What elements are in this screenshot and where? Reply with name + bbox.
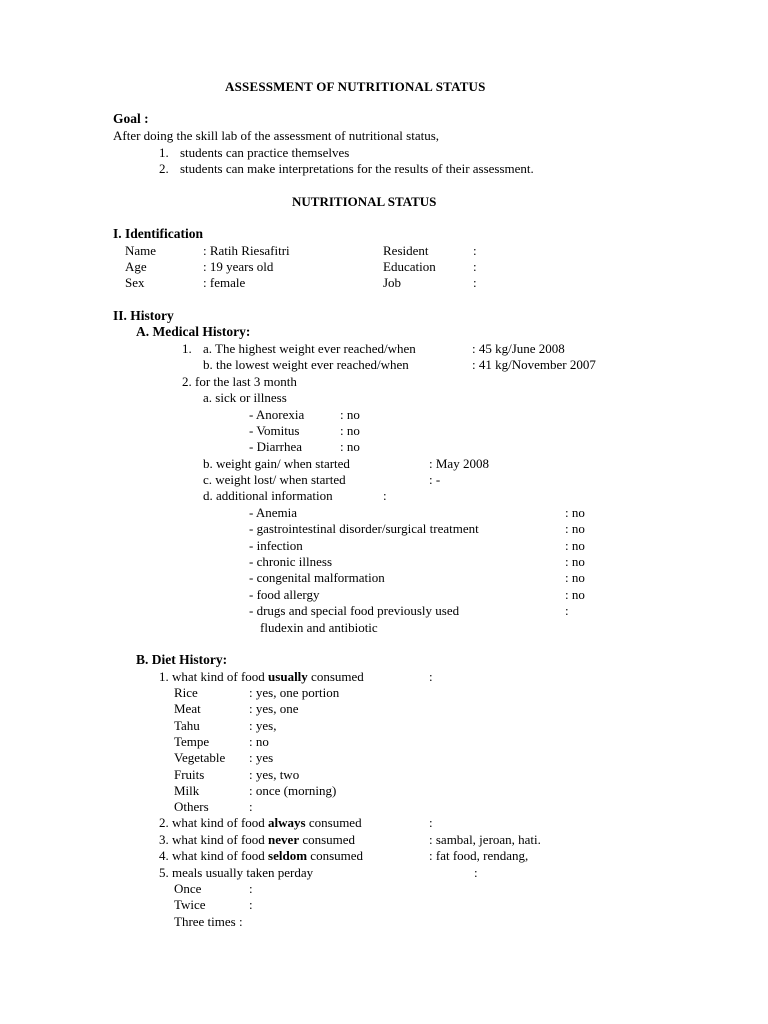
diet-q5-colon: :: [474, 865, 478, 880]
meal-label-three-times: Three times :: [174, 914, 243, 929]
goal-intro: After doing the skill lab of the assessment of nutritional status,: [113, 128, 440, 143]
meal-value-twice: :: [249, 897, 253, 912]
medical-item-1-num: 1.: [182, 341, 192, 356]
diet-q3-value: : sambal, jeroan, hati.: [429, 832, 541, 847]
food-label-fruits: Fruits: [174, 767, 205, 782]
weight-gain-label: b. weight gain/ when started: [203, 456, 350, 471]
add-label-chronic: - chronic illness: [249, 554, 333, 569]
weight-lost-label: c. weight lost/ when started: [203, 472, 346, 487]
id-label-resident: Resident: [383, 243, 429, 258]
highest-weight-value: : 45 kg/June 2008: [472, 341, 565, 356]
history-heading: II. History: [113, 308, 174, 323]
highest-weight-label: a. The highest weight ever reached/when: [203, 341, 416, 356]
diet-history-heading: B. Diet History:: [136, 652, 228, 667]
food-label-tempe: Tempe: [174, 734, 210, 749]
add-value-gi: : no: [565, 521, 585, 536]
id-label-name: Name: [125, 243, 157, 258]
sick-value-anorexia: : no: [340, 407, 360, 422]
diet-q4-value: : fat food, rendang,: [429, 848, 529, 863]
section-title: NUTRITIONAL STATUS: [292, 194, 437, 209]
sick-label-vomitus: - Vomitus: [249, 423, 300, 438]
add-label-drugs: - drugs and special food previously used: [249, 603, 460, 618]
id-label-job: Job: [383, 275, 402, 290]
food-value-tempe: : no: [249, 734, 269, 749]
id-value-name: : Ratih Riesafitri: [203, 243, 290, 258]
document-title: ASSESSMENT OF NUTRITIONAL STATUS: [225, 79, 486, 94]
sick-label-diarrhea: - Diarrhea: [249, 439, 303, 454]
goal-item-1-num: 1.: [159, 145, 169, 160]
sick-label-anorexia: - Anorexia: [249, 407, 305, 422]
sick-value-diarrhea: : no: [340, 439, 360, 454]
add-value-anemia: : no: [565, 505, 585, 520]
add-label-allergy: - food allergy: [249, 587, 320, 602]
diet-q1-colon: :: [429, 669, 433, 684]
id-label-sex: Sex: [125, 275, 145, 290]
id-value-age: : 19 years old: [203, 259, 274, 274]
food-label-milk: Milk: [174, 783, 200, 798]
diet-q2-value: :: [429, 815, 433, 830]
add-label-gi: - gastrointestinal disorder/surgical treatment: [249, 521, 479, 536]
food-label-vegetable: Vegetable: [174, 750, 226, 765]
add-value-allergy: : no: [565, 587, 585, 602]
additional-info-label: d. additional information: [203, 488, 333, 503]
add-value-chronic: : no: [565, 554, 585, 569]
add-value-drugs: :: [565, 603, 569, 618]
food-value-tahu: : yes,: [249, 718, 277, 733]
diet-q3: 3. what kind of food never consumed: [159, 832, 356, 847]
food-label-tahu: Tahu: [174, 718, 200, 733]
sick-value-vomitus: : no: [340, 423, 360, 438]
sick-heading: a. sick or illness: [203, 390, 287, 405]
goal-heading: Goal :: [113, 111, 149, 126]
id-label-age: Age: [125, 259, 147, 274]
diet-q4: 4. what kind of food seldom consumed: [159, 848, 364, 863]
add-value-congenital: : no: [565, 570, 585, 585]
meal-label-twice: Twice: [174, 897, 206, 912]
food-value-fruits: : yes, two: [249, 767, 300, 782]
goal-item-2: students can make interpretations for the results of their assessment.: [180, 161, 534, 176]
weight-lost-value: : -: [429, 472, 441, 487]
drugs-detail: fludexin and antibiotic: [260, 620, 378, 635]
last-3-month: 2. for the last 3 month: [182, 374, 297, 389]
medical-history-heading: A. Medical History:: [136, 324, 251, 339]
id-value-education: :: [473, 259, 477, 274]
diet-q1: 1. what kind of food usually consumed: [159, 669, 364, 684]
food-label-others: Others: [174, 799, 209, 814]
meal-value-once: :: [249, 881, 253, 896]
weight-gain-value: : May 2008: [429, 456, 489, 471]
id-value-job: :: [473, 275, 477, 290]
diet-q5: 5. meals usually taken perday: [159, 865, 314, 880]
goal-item-1: students can practice themselves: [180, 145, 350, 160]
food-value-milk: : once (morning): [249, 783, 337, 798]
food-label-rice: Rice: [174, 685, 198, 700]
goal-item-2-num: 2.: [159, 161, 169, 176]
food-value-vegetable: : yes: [249, 750, 274, 765]
diet-q2: 2. what kind of food always consumed: [159, 815, 362, 830]
food-value-meat: : yes, one: [249, 701, 299, 716]
id-value-resident: :: [473, 243, 477, 258]
food-value-rice: : yes, one portion: [249, 685, 340, 700]
identification-heading: I. Identification: [113, 226, 204, 241]
add-value-infection: : no: [565, 538, 585, 553]
id-label-education: Education: [383, 259, 436, 274]
add-label-anemia: - Anemia: [249, 505, 298, 520]
lowest-weight-label: b. the lowest weight ever reached/when: [203, 357, 409, 372]
id-value-sex: : female: [203, 275, 246, 290]
food-label-meat: Meat: [174, 701, 201, 716]
add-label-infection: - infection: [249, 538, 303, 553]
additional-info-value: :: [383, 488, 387, 503]
food-value-others: :: [249, 799, 253, 814]
lowest-weight-value: : 41 kg/November 2007: [472, 357, 596, 372]
add-label-congenital: - congenital malformation: [249, 570, 385, 585]
meal-label-once: Once: [174, 881, 202, 896]
